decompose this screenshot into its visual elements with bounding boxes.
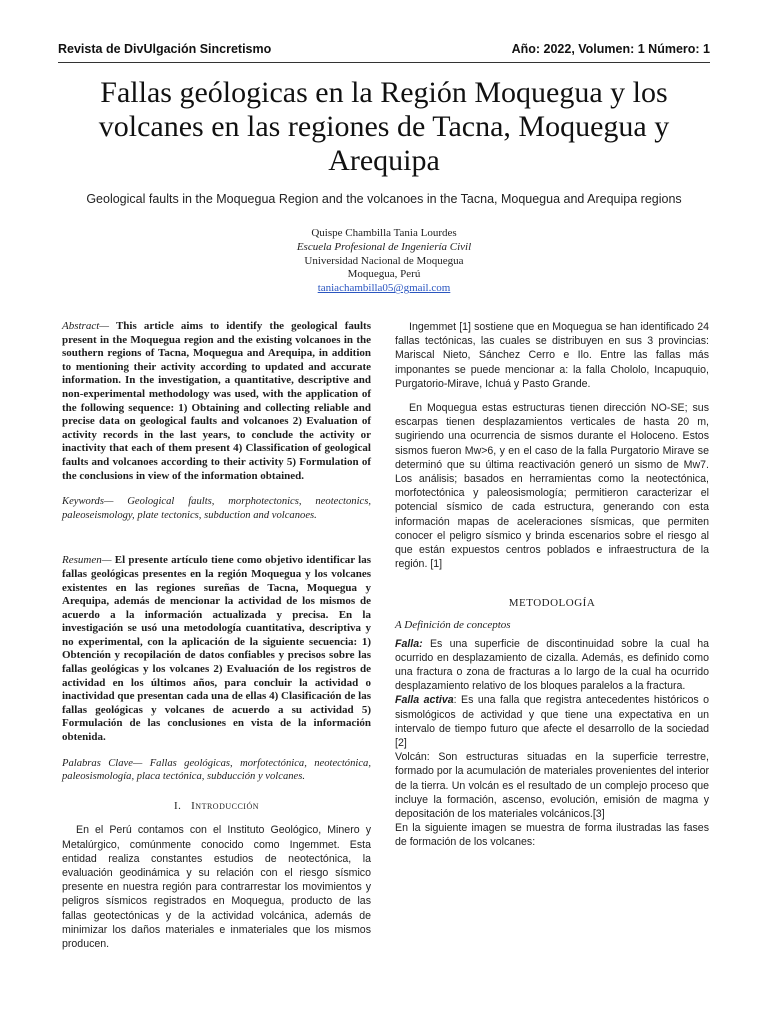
author-block bbox=[0, 227, 768, 296]
author-name: Quispe Chambilla Tania Lourdes bbox=[311, 227, 457, 239]
keywords: Keywords— Geological faults, morphotectonics, neotectonics, paleoseismology, plate tectonics, subduction and volcanoes. bbox=[62, 496, 371, 521]
header-rule bbox=[58, 62, 710, 63]
ingemmet-paragraph: Ingemmet [1] sostiene que en Moquegua se han identificado 24 fallas tectónicas, las cuales se distribuyen en sus 3 provincias: Mariscal Nieto, Sánchez Cerro e Ilo. Entre las fallas más imponantes se puede mencionar a: la falla Chololo, Incapuquio, Purgatorio-Mirave, Ichuá y Pasto Grande. bbox=[395, 321, 709, 390]
volcan-definition: Volcán: Son estructuras situadas en la superficie terrestre, formado por la acumulación de materiales provenientes del interior de la tierra. Un volcán es el resultado de un complejo proceso que incluye la formación, ascenso, evolución, emisión de magma y depositación de los materiales volcánicos.[3] bbox=[395, 751, 709, 821]
running-header bbox=[58, 42, 710, 56]
intro-number: I. bbox=[173, 799, 182, 812]
falla-definition bbox=[395, 637, 709, 694]
author-email-link[interactable]: taniachambilla05@gmail.com bbox=[317, 282, 451, 295]
resumen bbox=[62, 554, 371, 744]
author-university: Universidad Nacional de Moquegua bbox=[304, 254, 464, 267]
image-intro-text: En la siguiente imagen se muestra de forma ilustradas las fases de formación de los volcanes: bbox=[395, 822, 709, 849]
author-school: Escuela Profesional de Ingeniería Civil bbox=[296, 240, 472, 253]
issue-info: Año: 2022, Volumen: 1 Número: 1 bbox=[511, 42, 710, 56]
journal-name: Revista de DivUlgación Sincretismo bbox=[58, 42, 272, 56]
left-column bbox=[62, 320, 371, 951]
paper-title: Fallas geólogicas en la Región Moquegua y los volcanes en las regiones de Tacna, Moquegua y Arequipa bbox=[98, 76, 670, 177]
moquegua-structures-paragraph: En Moquegua estas estructuras tienen dirección NO-SE; sus escarpas tienen desplazamientos verticales de hasta 20 m, sugiriendo una ocurrencia de sismos durante el Holoceno. Estos sismos fueron Mw>6, y en el caso de la falla Purgatorio Mirave se determinó que su última reactivación generó un sismo de Mw7. Los análisis; basados en herramientas como la neotectónica, morfotectónica y paleosismología; permitieron caracterizar el potencial sísmico de cada estructura, generando con esta información mapas de aceleraciones sísmicas, que permiten conocer el peligro sísmico y brinda escenarios sobre el riesgo al que están expuestos centros poblados e infraestructura de la región. [1] bbox=[395, 402, 709, 571]
palabras-clave: Palabras Clave— Fallas geológicas, morfotectónica, neotectónica, paleosismología, placa tectónica, subducción y volcanes. bbox=[62, 757, 371, 783]
right-column bbox=[395, 320, 709, 850]
intro-heading bbox=[62, 800, 371, 814]
intro-paragraph: En el Perú contamos con el Instituto Geológico, Minero y Metalúrgico, comúnmente conocido como Ingemmet. Esta entidad realiza constantes estudios de neotectónica, la evaluación geodinámica y su relación con el riesgo sísmico presente en nuestra región para contrarrestar los movimientos y peligros sísmicos registrados en Moquegua, producto de las fallas geotectónicas y de la actividad volcánica, además de minimizar los daños materiales e inmateriales que los mismos producen. bbox=[62, 824, 371, 951]
falla-term: Falla: bbox=[395, 637, 423, 650]
falla-activa-definition bbox=[395, 693, 709, 750]
falla-activa-term: Falla activa bbox=[395, 694, 454, 707]
resumen-text: El presente artículo tiene como objetivo identificar las fallas geológicas presentes en la región Moquegua y los volcanes existentes en las regiones sureñas de Tacna, Moquegua y Arequipa, además de mencionar la actividad de los mismos de acuerdo a la información actualizada y precisa. En la investigación se usó una metodología cuantitativa, descriptiva y no experimental, con la aplicación de la siguiente secuencia: 1) Obtención y recopilación de datos confiables y precisos sobre las fallas geológicas y los volcanes 2) Evaluación de los registros de actividad en los últimos años, para concluir la actividad o inactividad que presentan cada una de ellas 4) Clasificación de las fallas geológicas y volcanes de acuerdo a su actividad 5) Formulación de las conclusiones en vista de la información obtenida. bbox=[62, 554, 371, 744]
falla-text: Es una superficie de discontinuidad sobre la cual ha ocurrido en desplazamiento de cizalla. Además, es definido como una fractura o zona de fracturas a lo largo de la cual ha ocurrido desplazamiento relativo de los bloques paralelos a la fractura. bbox=[395, 637, 709, 693]
definitions-subheading: A Definición de conceptos bbox=[395, 619, 511, 632]
abstract-lead: Abstract— bbox=[62, 320, 110, 332]
author-location: Moquegua, Perú bbox=[347, 268, 421, 281]
abstract-text: This article aims to identify the geological faults present in the Moquegua region and the existing volcanoes in the southern regions of Tacna, Moquegua and Arequipa, in addition to mentioning their activity according to updated and accurate information. In the investigation, a quantitative, descriptive and non-experimental methodology was used, with the application of the following sequence: 1) Obtaining and collecting reliable and precise data on geological faults and volcanoes 2) Evaluation of activity records in the last years, to conclude the activity or inactivity that each of them present 4) Classification of geological faults and volcanoes according to their activity 5) Formulation of the conclusions in view of the information obtained. bbox=[62, 320, 371, 482]
abstract bbox=[62, 320, 371, 483]
paper-subtitle: Geological faults in the Moquegua Region and the volcanoes in the Tacna, Moquegua and Arequipa regions bbox=[86, 192, 682, 206]
falla-activa-text: : Es una falla que registra antecedentes históricos o sismológicos de actividad y que tiene una expectativa en un intervalo de tiempo futuro que afecte el desarrollo de la sociedad [2] bbox=[395, 694, 709, 750]
intro-title: Introducción bbox=[191, 799, 260, 812]
metodologia-heading: METODOLOGÍA bbox=[508, 597, 596, 610]
resumen-lead: Resumen— bbox=[62, 554, 112, 567]
